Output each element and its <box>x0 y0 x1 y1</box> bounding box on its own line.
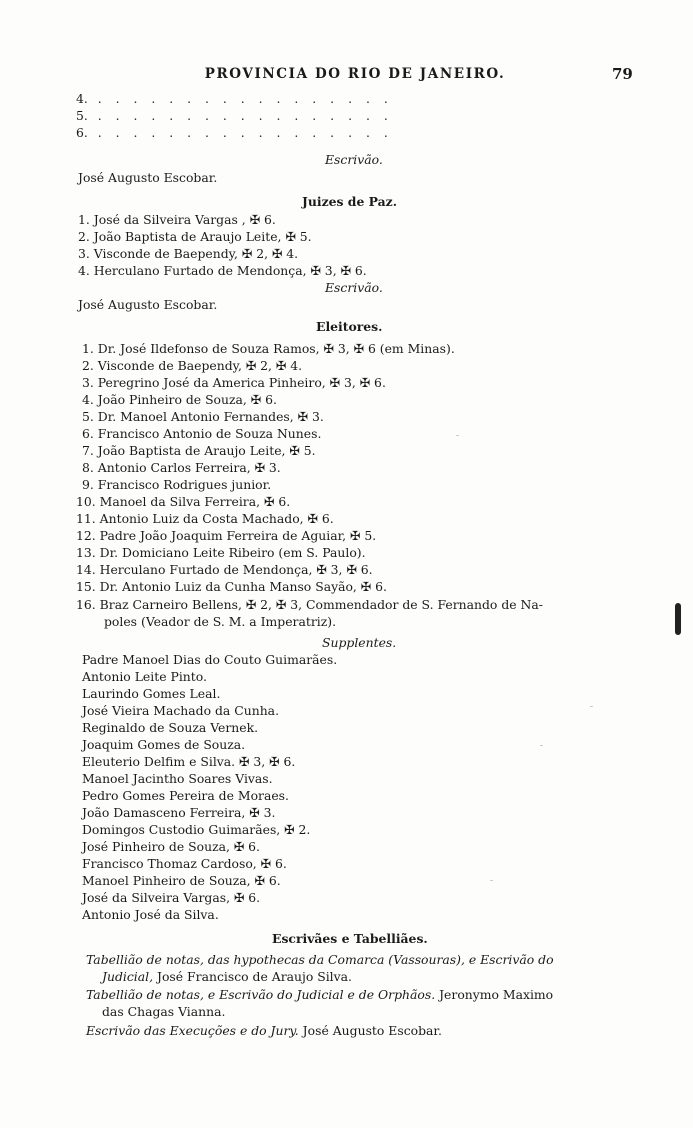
list-item: Manoel Jacintho Soares Vivas. <box>82 771 273 786</box>
section-heading-eleitores: Eleitores. <box>316 319 383 334</box>
list-item: Eleuterio Delfim e Silva. ✠ 3, ✠ 6. <box>82 754 296 769</box>
paragraph-line: Escrivão das Execuções e do Jury. José Augusto Escobar. <box>86 1023 442 1038</box>
list-item-continuation: poles (Veador de S. M. a Imperatriz). <box>104 614 337 629</box>
scan-speck <box>590 706 593 707</box>
list-item: 2. João Baptista de Araujo Leite, ✠ 5. <box>78 229 312 244</box>
list-item: José da Silveira Vargas, ✠ 6. <box>82 890 261 905</box>
list-item: Pedro Gomes Pereira de Moraes. <box>82 788 289 803</box>
scan-speck <box>540 745 543 746</box>
list-item: 8. Antonio Carlos Ferreira, ✠ 3. <box>82 460 281 475</box>
list-item: 2. Visconde de Baependy, ✠ 2, ✠ 4. <box>82 358 303 373</box>
list-item: Antonio Leite Pinto. <box>82 669 207 684</box>
section-heading-escrivaes: Escrivães e Tabelliães. <box>272 931 428 946</box>
list-item: Domingos Custodio Guimarães, ✠ 2. <box>82 822 311 837</box>
list-item: Francisco Thomaz Cardoso, ✠ 6. <box>82 856 287 871</box>
dot-row: 4. . . . . . . . . . . . . . . . . . <box>76 91 393 106</box>
page-header <box>0 66 693 86</box>
list-item: 15. Dr. Antonio Luiz da Cunha Manso Sayão, ✠ 6. <box>76 579 387 594</box>
list-item: 12. Padre João Joaquim Ferreira de Aguiar, ✠ 5. <box>76 528 377 543</box>
paragraph-line: Tabellião de notas, e Escrivão do Judicial e de Orphãos. Jeronymo Maximo <box>86 987 554 1002</box>
list-item: 9. Francisco Rodrigues junior. <box>82 477 272 492</box>
list-item: 16. Braz Carneiro Bellens, ✠ 2, ✠ 3, Commendador de S. Fernando de Na- <box>76 597 543 612</box>
scan-mark <box>675 603 681 635</box>
list-item: Padre Manoel Dias do Couto Guimarães. <box>82 652 338 667</box>
list-item: José Vieira Machado da Cunha. <box>82 703 280 718</box>
list-item: 11. Antonio Luiz da Costa Machado, ✠ 6. <box>76 511 334 526</box>
paragraph-line: Judicial, José Francisco de Araujo Silva. <box>102 969 352 984</box>
list-item: 6. Francisco Antonio de Souza Nunes. <box>82 426 322 441</box>
scan-speck <box>490 880 493 881</box>
dot-row: 5. . . . . . . . . . . . . . . . . . <box>76 108 393 123</box>
list-item: Laurindo Gomes Leal. <box>82 686 221 701</box>
paragraph-line: Tabellião de notas, das hypothecas da Comarca (Vassouras), e Escrivão do <box>86 952 554 967</box>
section-heading-juizes: Juizes de Paz. <box>302 194 398 209</box>
list-item: Antonio José da Silva. <box>82 907 219 922</box>
list-item: 13. Dr. Domiciano Leite Ribeiro (em S. Paulo). <box>76 545 366 560</box>
list-item: 7. João Baptista de Araujo Leite, ✠ 5. <box>82 443 316 458</box>
paragraph-line: das Chagas Vianna. <box>102 1004 226 1019</box>
scan-speck <box>456 435 459 436</box>
list-item: Joaquim Gomes de Souza. <box>82 737 246 752</box>
section-heading-supplentes: Supplentes. <box>322 635 397 650</box>
escrivao-label: Escrivão. <box>325 152 383 167</box>
escrivao-name: José Augusto Escobar. <box>78 170 218 185</box>
list-item: 14. Herculano Furtado de Mendonça, ✠ 3, ✠ 6. <box>76 562 373 577</box>
list-item: 3. Peregrino José da America Pinheiro, ✠ 3, ✠ 6. <box>82 375 386 390</box>
escrivao-name: José Augusto Escobar. <box>78 297 218 312</box>
running-title: PROVINCIA DO RIO DE JANEIRO. <box>204 66 506 82</box>
list-item: 3. Visconde de Baependy, ✠ 2, ✠ 4. <box>78 246 299 261</box>
list-item: João Damasceno Ferreira, ✠ 3. <box>82 805 276 820</box>
list-item: 4. Herculano Furtado de Mendonça, ✠ 3, ✠ 6. <box>78 263 367 278</box>
list-item: 1. José da Silveira Vargas , ✠ 6. <box>78 212 276 227</box>
list-item: Reginaldo de Souza Vernek. <box>82 720 259 735</box>
list-item: Manoel Pinheiro de Souza, ✠ 6. <box>82 873 281 888</box>
escrivao-label: Escrivão. <box>325 280 383 295</box>
list-item: 1. Dr. José Ildefonso de Souza Ramos, ✠ 3, ✠ 6 (em Minas). <box>82 341 455 356</box>
dot-row: 6. . . . . . . . . . . . . . . . . . <box>76 125 393 140</box>
page-number: 79 <box>612 65 633 83</box>
list-item: José Pinheiro de Souza, ✠ 6. <box>82 839 261 854</box>
list-item: 5. Dr. Manoel Antonio Fernandes, ✠ 3. <box>82 409 324 424</box>
list-item: 10. Manoel da Silva Ferreira, ✠ 6. <box>76 494 291 509</box>
list-item: 4. João Pinheiro de Souza, ✠ 6. <box>82 392 277 407</box>
